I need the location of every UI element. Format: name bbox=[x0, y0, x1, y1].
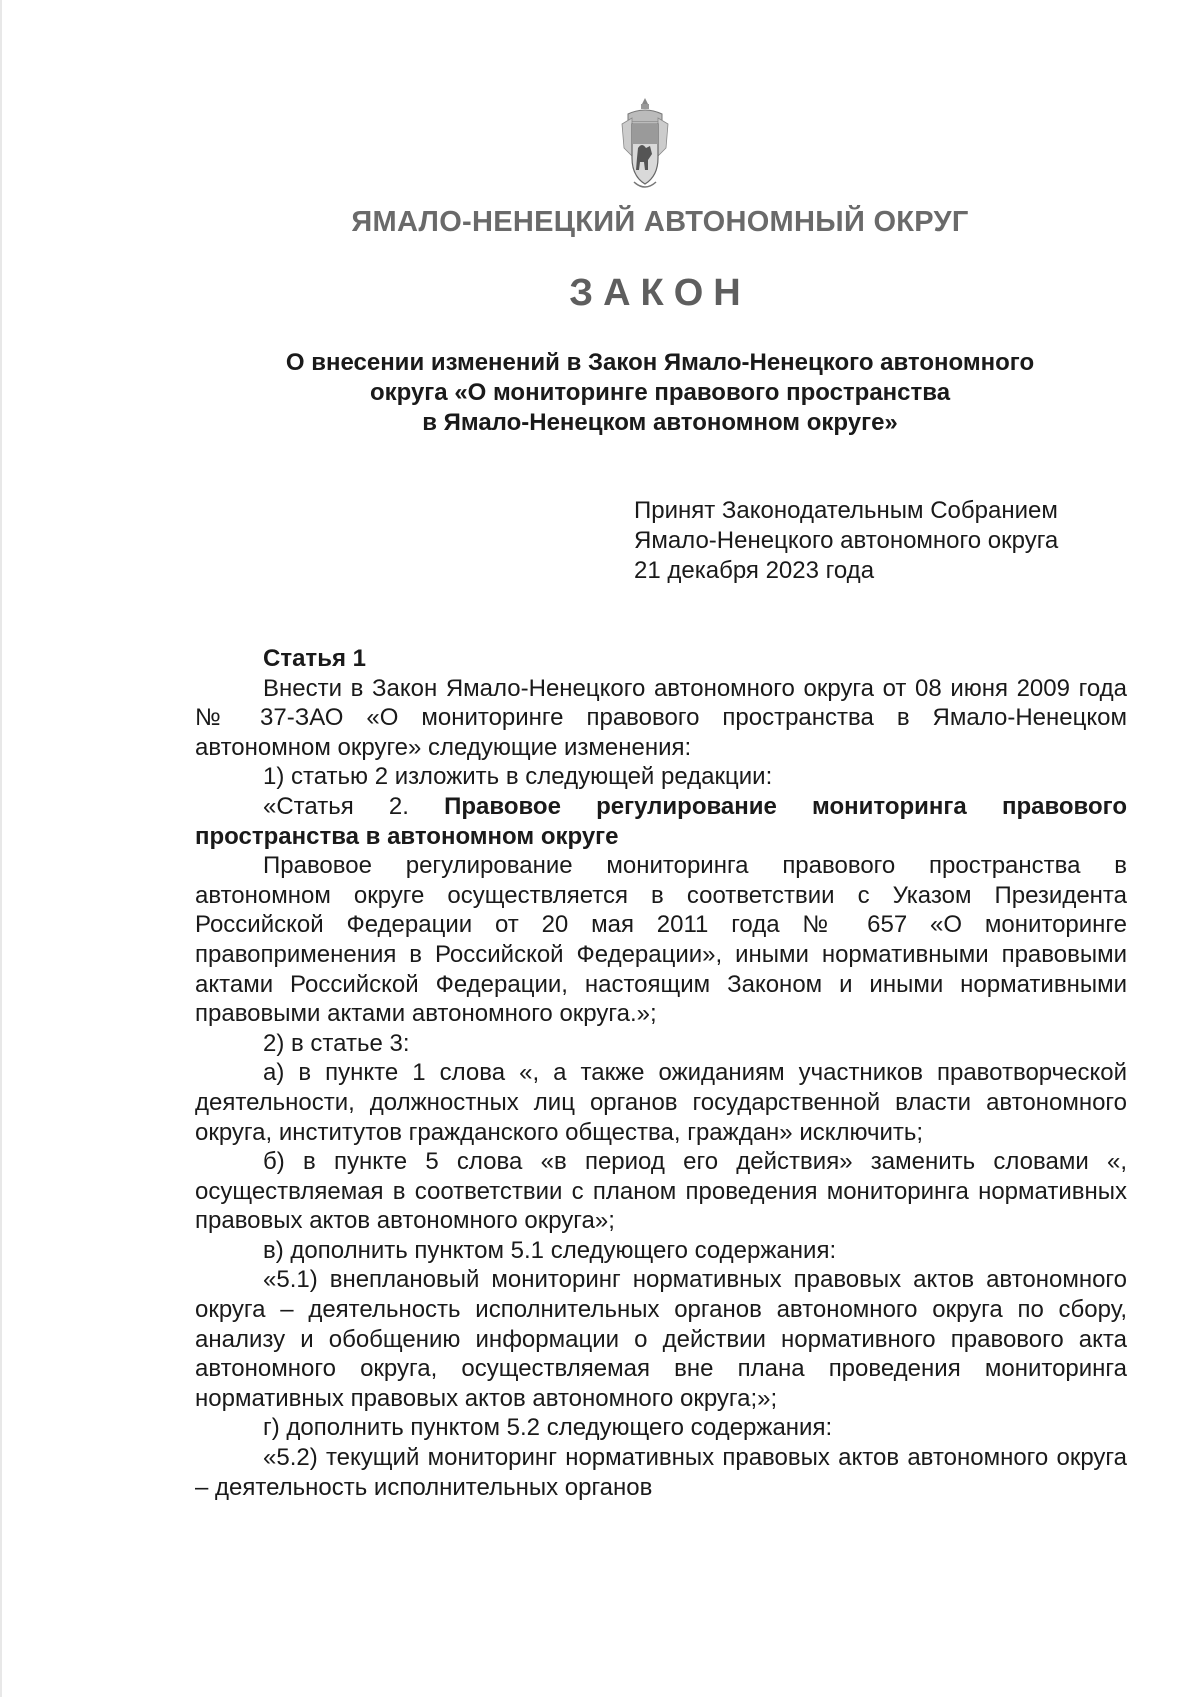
adoption-line: Принят Законодательным Собранием bbox=[634, 497, 1058, 524]
article-heading: Статья 1 bbox=[263, 645, 366, 672]
document-type-heading: ЗАКОН bbox=[569, 272, 751, 314]
law-title bbox=[200, 348, 1120, 438]
paragraph bbox=[195, 792, 1127, 851]
paragraph: 2) в статье 3: bbox=[263, 1029, 410, 1057]
paragraph: б) в пункте 5 слова «в период его действия» заменить словами «, осуществляемая в соответствии с планом проведения мониторинга нормативных правовых актов автономного округа»; bbox=[195, 1148, 1127, 1235]
paragraph: а) в пункте 1 слова «, а также ожиданиям участников правотворческой деятельности, должностных лиц органов государственной власти автономного округа, институтов гражданского общества, граждан» исключить; bbox=[195, 1059, 1127, 1146]
adoption-line: Ямало-Ненецкого автономного округа bbox=[634, 527, 1059, 554]
adoption-date: 21 декабря 2023 года bbox=[634, 557, 875, 584]
coat-of-arms-emblem bbox=[620, 96, 670, 196]
document-body bbox=[195, 644, 1127, 1502]
article-title-bold: Правовое регулирование мониторинга правового пространства в автономном округе bbox=[195, 792, 1127, 850]
paragraph: «5.2) текущий мониторинг нормативных правовых актов автономного округа – деятельность исполнительных органов bbox=[195, 1444, 1127, 1501]
adoption-block bbox=[634, 496, 1058, 586]
paragraph-prefix: «Статья 2. bbox=[263, 792, 445, 820]
paragraph: 1) статью 2 изложить в следующей редакции: bbox=[263, 763, 773, 791]
region-heading: ЯМАЛО-НЕНЕЦКИЙ АВТОНОМНЫЙ ОКРУГ bbox=[351, 206, 969, 238]
paragraph: в) дополнить пунктом 5.1 следующего содержания: bbox=[263, 1236, 837, 1264]
paragraph: Внести в Закон Ямало-Ненецкого автономного округа от 08 июня 2009 года № 37-ЗАО «О мониторинге правового пространства в Ямало-Ненецком автономном округе» следующие изменения: bbox=[195, 674, 1127, 761]
law-title-line: в Ямало-Ненецком автономном округе» bbox=[422, 409, 898, 436]
law-title-line: округа «О мониторинге правового пространства bbox=[369, 379, 951, 406]
paragraph: г) дополнить пунктом 5.2 следующего содержания: bbox=[263, 1414, 833, 1442]
scan-edge bbox=[0, 0, 2, 1697]
paragraph: Правовое регулирование мониторинга правового пространства в автономном округе осуществляется в соответствии с Указом Президента Российской Федерации от 20 мая 2011 года № 657 «О мониторинге правоприменения в Российской Федерации», иными нормативными правовыми актами Российской Федерации, настоящим Законом и иными нормативными правовыми актами автономного округа.»; bbox=[195, 852, 1127, 1028]
law-title-line: О внесении изменений в Закон Ямало-Ненецкого автономного bbox=[285, 349, 1035, 376]
paragraph: «5.1) внеплановый мониторинг нормативных правовых актов автономного округа – деятельность исполнительных органов автономного округа по сбору, анализу и обобщению информации о действии нормативного правового акта автономного округа, осуществляемая вне плана проведения мониторинга нормативных правовых актов автономного округа;»; bbox=[195, 1266, 1127, 1412]
